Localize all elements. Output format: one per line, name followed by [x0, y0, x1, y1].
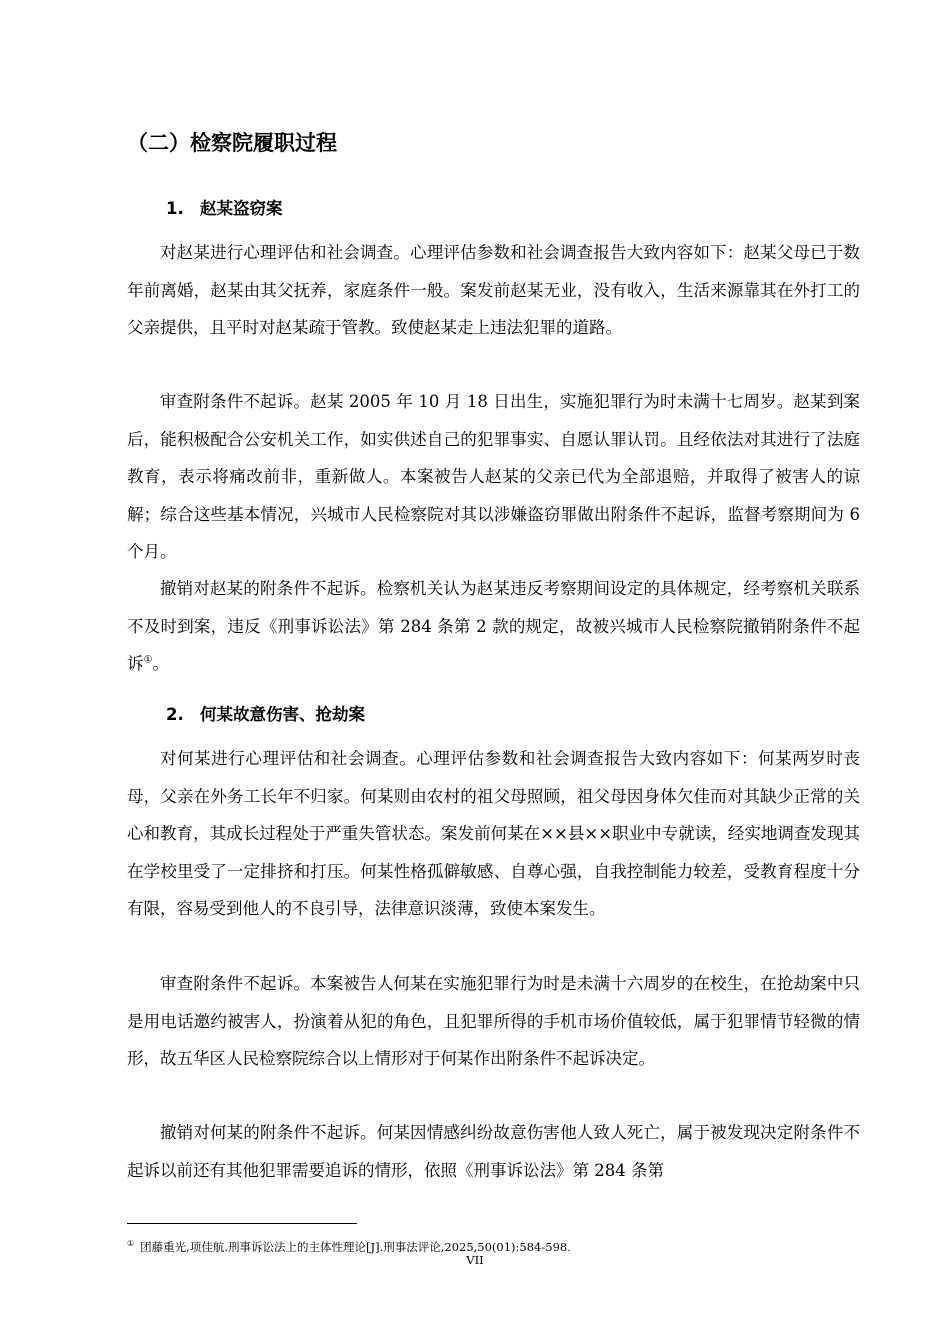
- case-heading: [166, 701, 365, 729]
- footnote-marker: ①: [127, 1239, 135, 1248]
- body-paragraph: 审查附条件不起诉。本案被告人何某在实施犯罪行为时是未满十六周岁的在校生，在抢劫案中只是用电话邀约被害人，扮演着从犯的角色，且犯罪所得的手机市场价值较低，属于犯罪情节轻微的情形，故五华区人民检察院综合以上情形对于何某作出附条件不起诉决定。: [127, 974, 860, 1069]
- case-number: 1.: [166, 199, 184, 218]
- paragraph-text: 撤销对赵某的附条件不起诉。检察机关认为赵某违反考察期间设定的具体规定，经考察机关联系不及时到案，违反《刑事诉讼法》第 284 条第 2 款的规定，故被兴城市人民检察院撤销附条件不起诉: [127, 579, 860, 674]
- paragraph-end-punct: 。: [152, 654, 169, 674]
- case-number: 2.: [166, 705, 184, 724]
- case-heading: [166, 195, 283, 223]
- body-paragraph: [127, 570, 860, 683]
- body-paragraph: 对赵某进行心理评估和社会调查。心理评估参数和社会调查报告大致内容如下：赵某父母已于数年前离婚，赵某由其父抚养，家庭条件一般。案发前赵某无业，没有收入，生活来源靠其在外打工的父亲提供，且平时对赵某疏于管教。致使赵某走上违法犯罪的道路。: [127, 243, 860, 338]
- section-title: （二）检察院履职过程: [127, 131, 337, 155]
- body-paragraph: 审查附条件不起诉。赵某 2005 年 10 月 18 日出生，实施犯罪行为时未满十七周岁。赵某到案后，能积极配合公安机关工作，如实供述自己的犯罪事实、自愿认罪认罚。且经依法对其进行了法庭教育，表示将痛改前非，重新做人。本案被告人赵某的父亲已代为全部退赔，并取得了被害人的谅解；综合这些基本情况，兴城市人民检察院对其以涉嫌盗窃罪做出附条件不起诉，监督考察期间为 6 个月。: [127, 392, 860, 562]
- case-title: 赵某盗窃案: [200, 199, 283, 218]
- case-title: 何某故意伤害、抢劫案: [200, 705, 365, 724]
- footnote-reference[interactable]: ①: [143, 654, 153, 666]
- page-number: VII: [466, 1253, 484, 1267]
- footnote-text: 团藤重光,项佳航.刑事诉讼法上的主体性理论[J].刑事法评论,2025,50(01):584-598.: [140, 1239, 571, 1254]
- footnote-divider: [127, 1223, 357, 1224]
- body-paragraph: 撤销对何某的附条件不起诉。何某因情感纠纷故意伤害他人致人死亡，属于被发现决定附条件不起诉以前还有其他犯罪需要追诉的情形，依照《刑事诉讼法》第 284 条第: [127, 1123, 860, 1180]
- body-paragraph: 对何某进行心理评估和社会调查。心理评估参数和社会调查报告大致内容如下：何某两岁时丧母，父亲在外务工长年不归家。何某则由农村的祖父母照顾，祖父母因身体欠佳而对其缺少正常的关心和教育，其成长过程处于严重失管状态。案发前何某在××县××职业中专就读，经实地调查发现其在学校里受了一定排挤和打压。何某性格孤僻敏感、自尊心强，自我控制能力较差，受教育程度十分有限，容易受到他人的不良引导，法律意识淡薄，致使本案发生。: [127, 749, 860, 919]
